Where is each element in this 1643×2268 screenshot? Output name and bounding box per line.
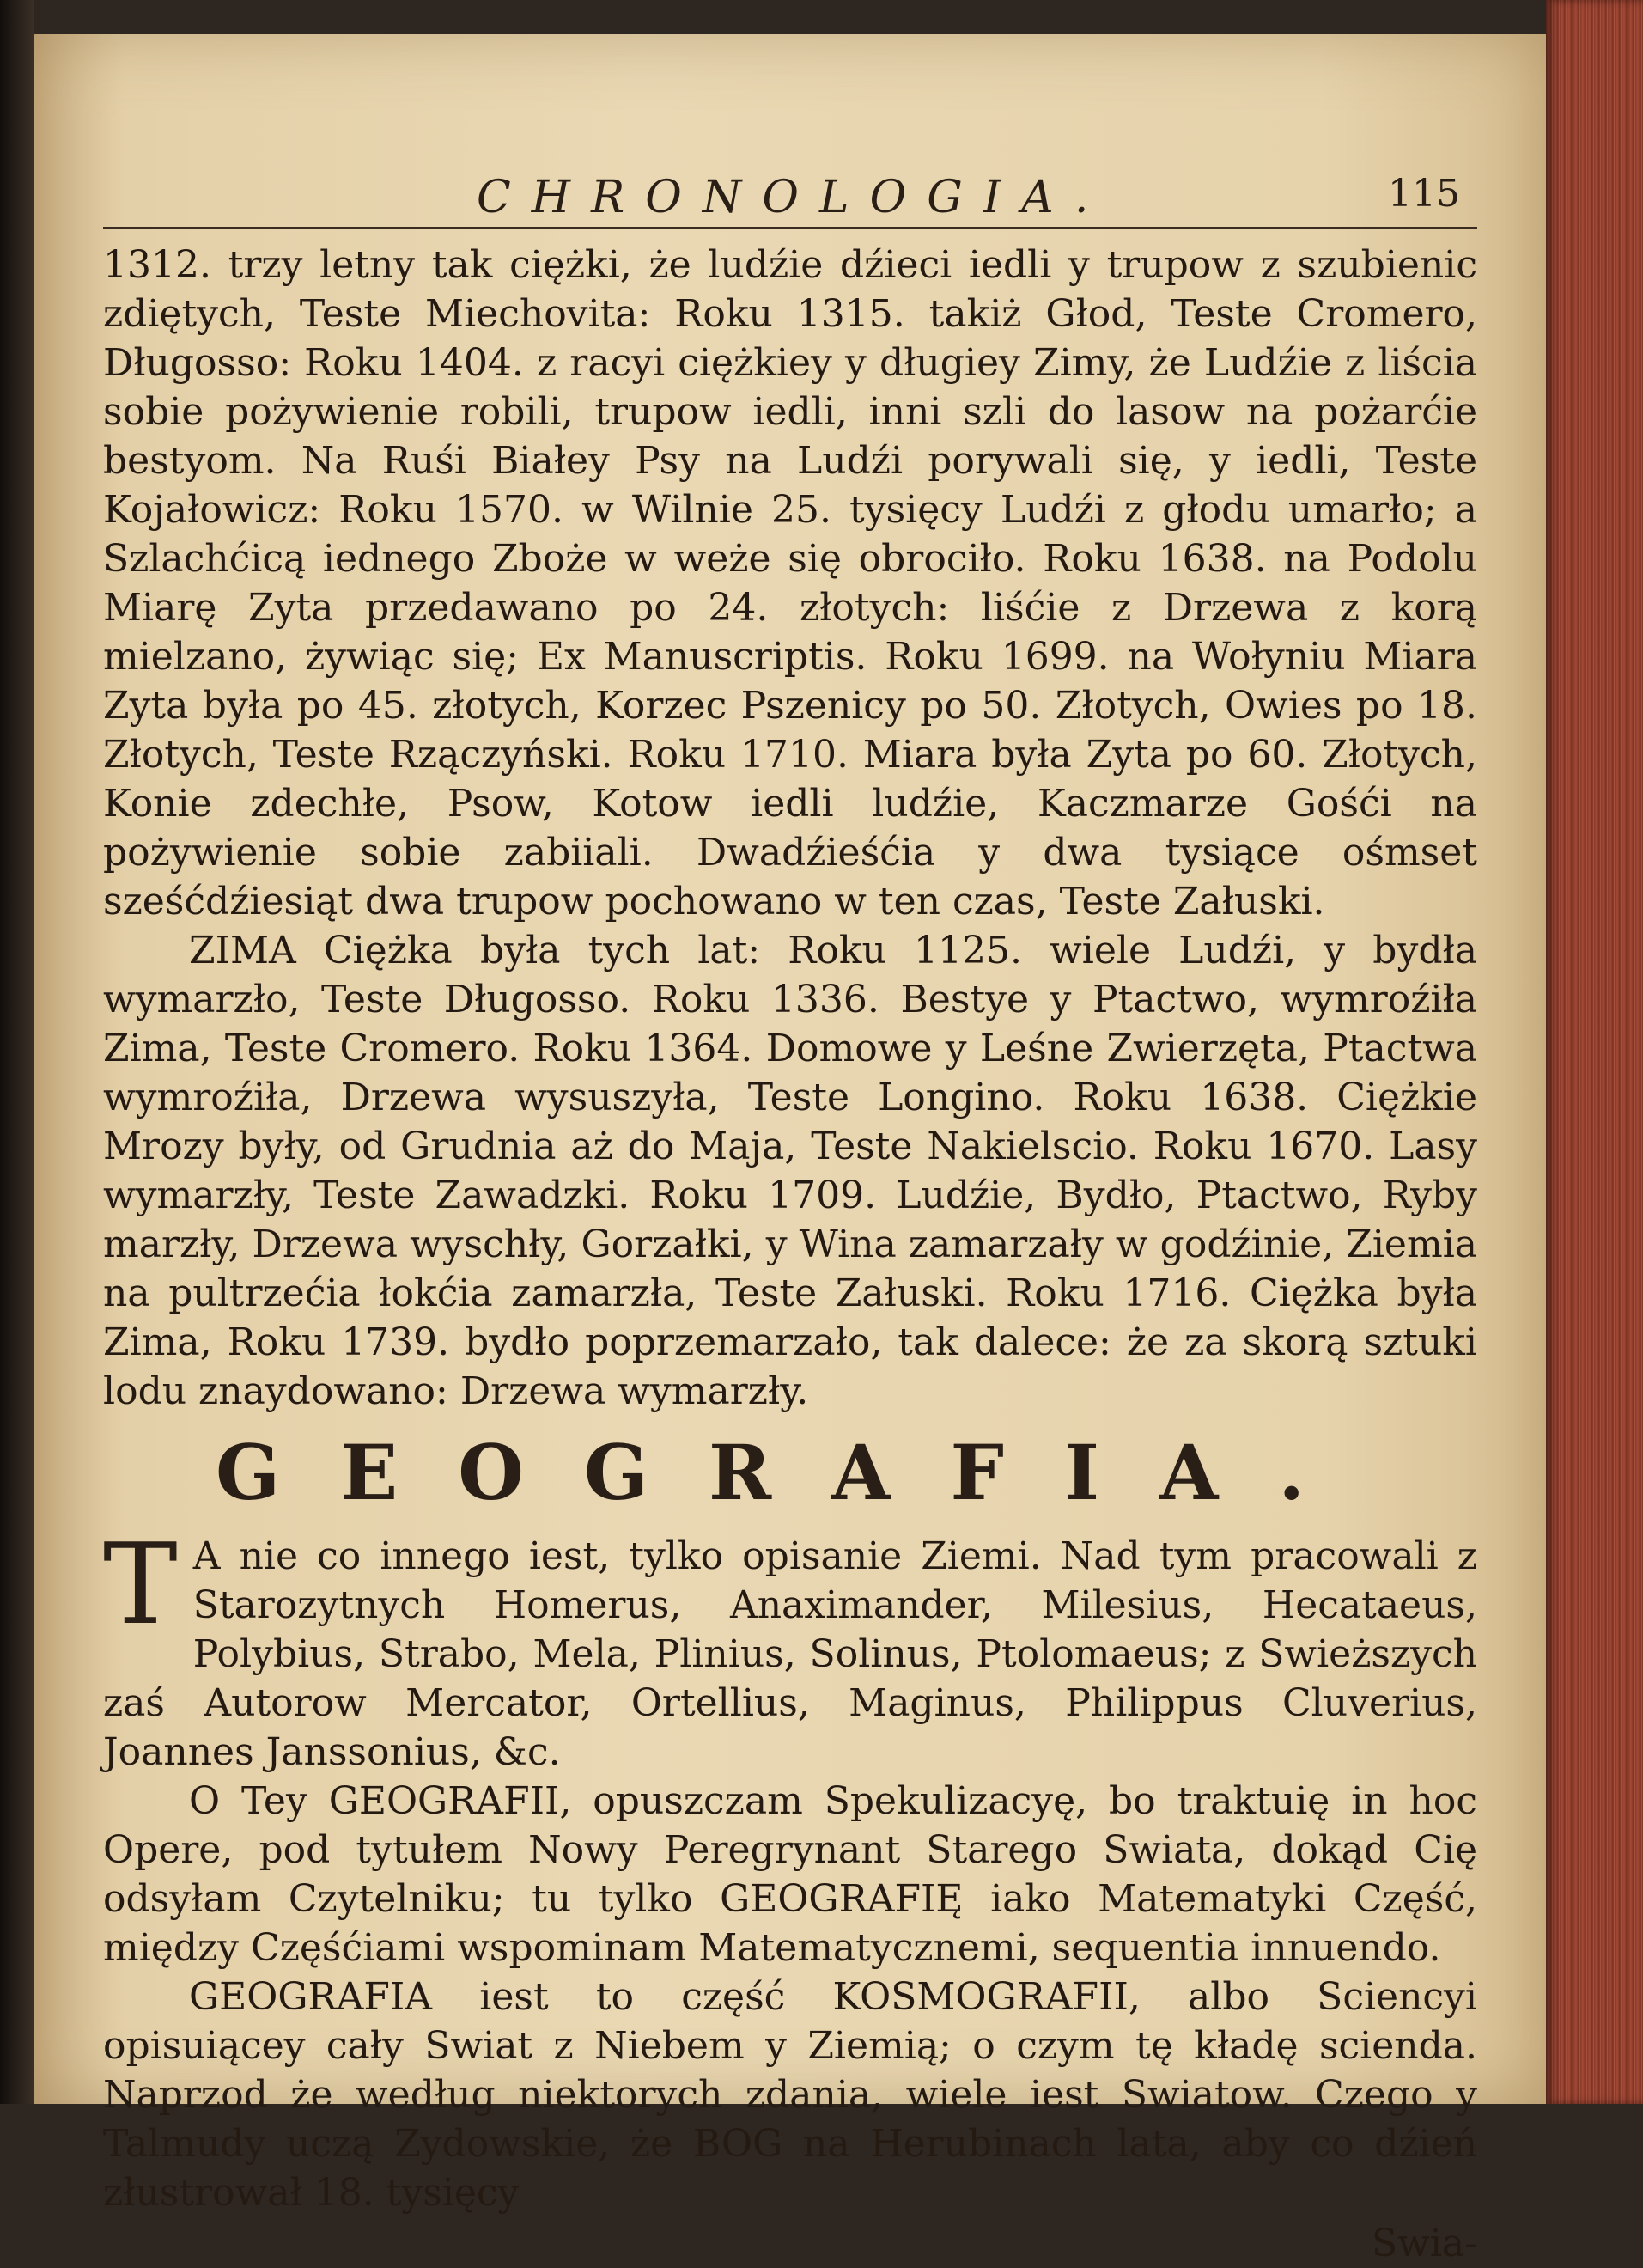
catchword: Swia-: [1372, 2222, 1477, 2265]
running-title: CHRONOLOGIA.: [477, 172, 1110, 223]
geography-intro-paragraph: [103, 1519, 1477, 1777]
famine-paragraph: 1312. trzy letny tak ciężki, że ludźie dźieci iedli y trupow z szubienic zdiętych, Teste Miechovita: Roku 1315. takiż Głod, Teste Cromero, Długosso: Roku 1404. z racyi ciężkiey y długiey Zimy, że Ludźie z liścia sobie pożywienie robili, trupow iedli, inni szli do lasow na pożarćie bestyom. Na Ruśi Białey Psy na Ludźi porywali się, y iedli, Teste Kojałowicz: Roku 1570. w Wilnie 25. tysięcy Ludźi z głodu umarło; a Szlachćicą iednego Zboże w weże się obrociło. Roku 1638. na Podolu Miarę Zyta przedawano po 24. złotych: liśćie z Drzewa z korą mielzano, żywiąc się; Ex Manuscriptis. Roku 1699. na Wołyniu Miara Zyta była po 45. złotych, Korzec Pszenicy po 50. Złotych, Owies po 18. Złotych, Teste Rzączyński. Roku 1710. Miara była Zyta po 60. Złotych, Konie zdechłe, Psow, Kotow iedli ludźie, Kaczmarze Gośći na pożywienie sobie zabiiali. Dwadźieśćia y dwa tysiące ośmset sześćdźiesiąt dwa trupow pochowano w ten czas, Teste Załuski.: [103, 243, 1477, 924]
section-title: GEOGRAFIA.: [216, 1428, 1365, 1517]
winter-paragraph: ZIMA Ciężka była tych lat: Roku 1125. wiele Ludźi, y bydła wymarzło, Teste Długosso. Roku 1336. Bestye y Ptactwo, wymroźiła Zima, Teste Cromero. Roku 1364. Domowe y Leśne Zwierzęta, Ptactwa wymroźiła, Drzewa wysuszyła, Teste Longino. Roku 1638. Ciężkie Mrozy były, od Grudnia aż do Maja, Teste Nakielscio. Roku 1670. Lasy wymarzły, Teste Zawadzki. Roku 1709. Ludźie, Bydło, Ptactwo, Ryby marzły, Drzewa wyschły, Gorzałki, y Wina zamarzały w godźinie, Ziemia na pultrzećia łokćia zamarzła, Teste Załuski. Roku 1716. Ciężka była Zima, Roku 1739. bydło poprzemarzało, tak dalece: że za skorą sztuki lodu znaydowano: Drzewa wymarzły.: [103, 929, 1477, 1413]
drop-cap: T: [103, 1519, 178, 1649]
header-rule: [103, 227, 1477, 229]
page-header: [103, 172, 1477, 232]
page-number: 115: [1388, 172, 1460, 216]
red-page-edges: [1546, 0, 1643, 2104]
geography-intro-text: A nie co innego iest, tylko opisanie Ziemi. Nad tym pracowali z Starozytnych Homerus, Anaximander, Milesius, Hecataeus, Polybius, Strabo, Mela, Plinius, Solinus, Ptolomaeus; z Swieższych zaś Autorow Mercator, Ortellius, Maginus, Philippus Cluverius, Joannes Janssonius, &c.: [103, 1534, 1477, 1774]
cosmography-paragraph: GEOGRAFIA iest to część KOSMOGRAFII, albo Sciencyi opisuiącey cały Swiat z Niebem y Ziemią; o czym tę kładę scienda. Naprzod że według niektorych zdania, wiele iest Swiatow. Czego y Talmudy uczą Zydowskie, że BOG na Herubinach lata, aby co dźień złustrował 18. tysięcy: [103, 1975, 1477, 2215]
book-gutter-shadow: [0, 0, 34, 2104]
main-text: [103, 241, 1477, 2268]
geography-paragraph: O Tey GEOGRAFII, opuszczam Spekulizacyę, bo traktuię in hoc Opere, pod tytułem Nowy Peregrynant Starego Swiata, dokąd Cię odsyłam Czytelniku; tu tylko GEOGRAFIĘ iako Matematyki Część, między Częśćiami wspominam Matematycznemi, sequentia innuendo.: [103, 1779, 1477, 1970]
